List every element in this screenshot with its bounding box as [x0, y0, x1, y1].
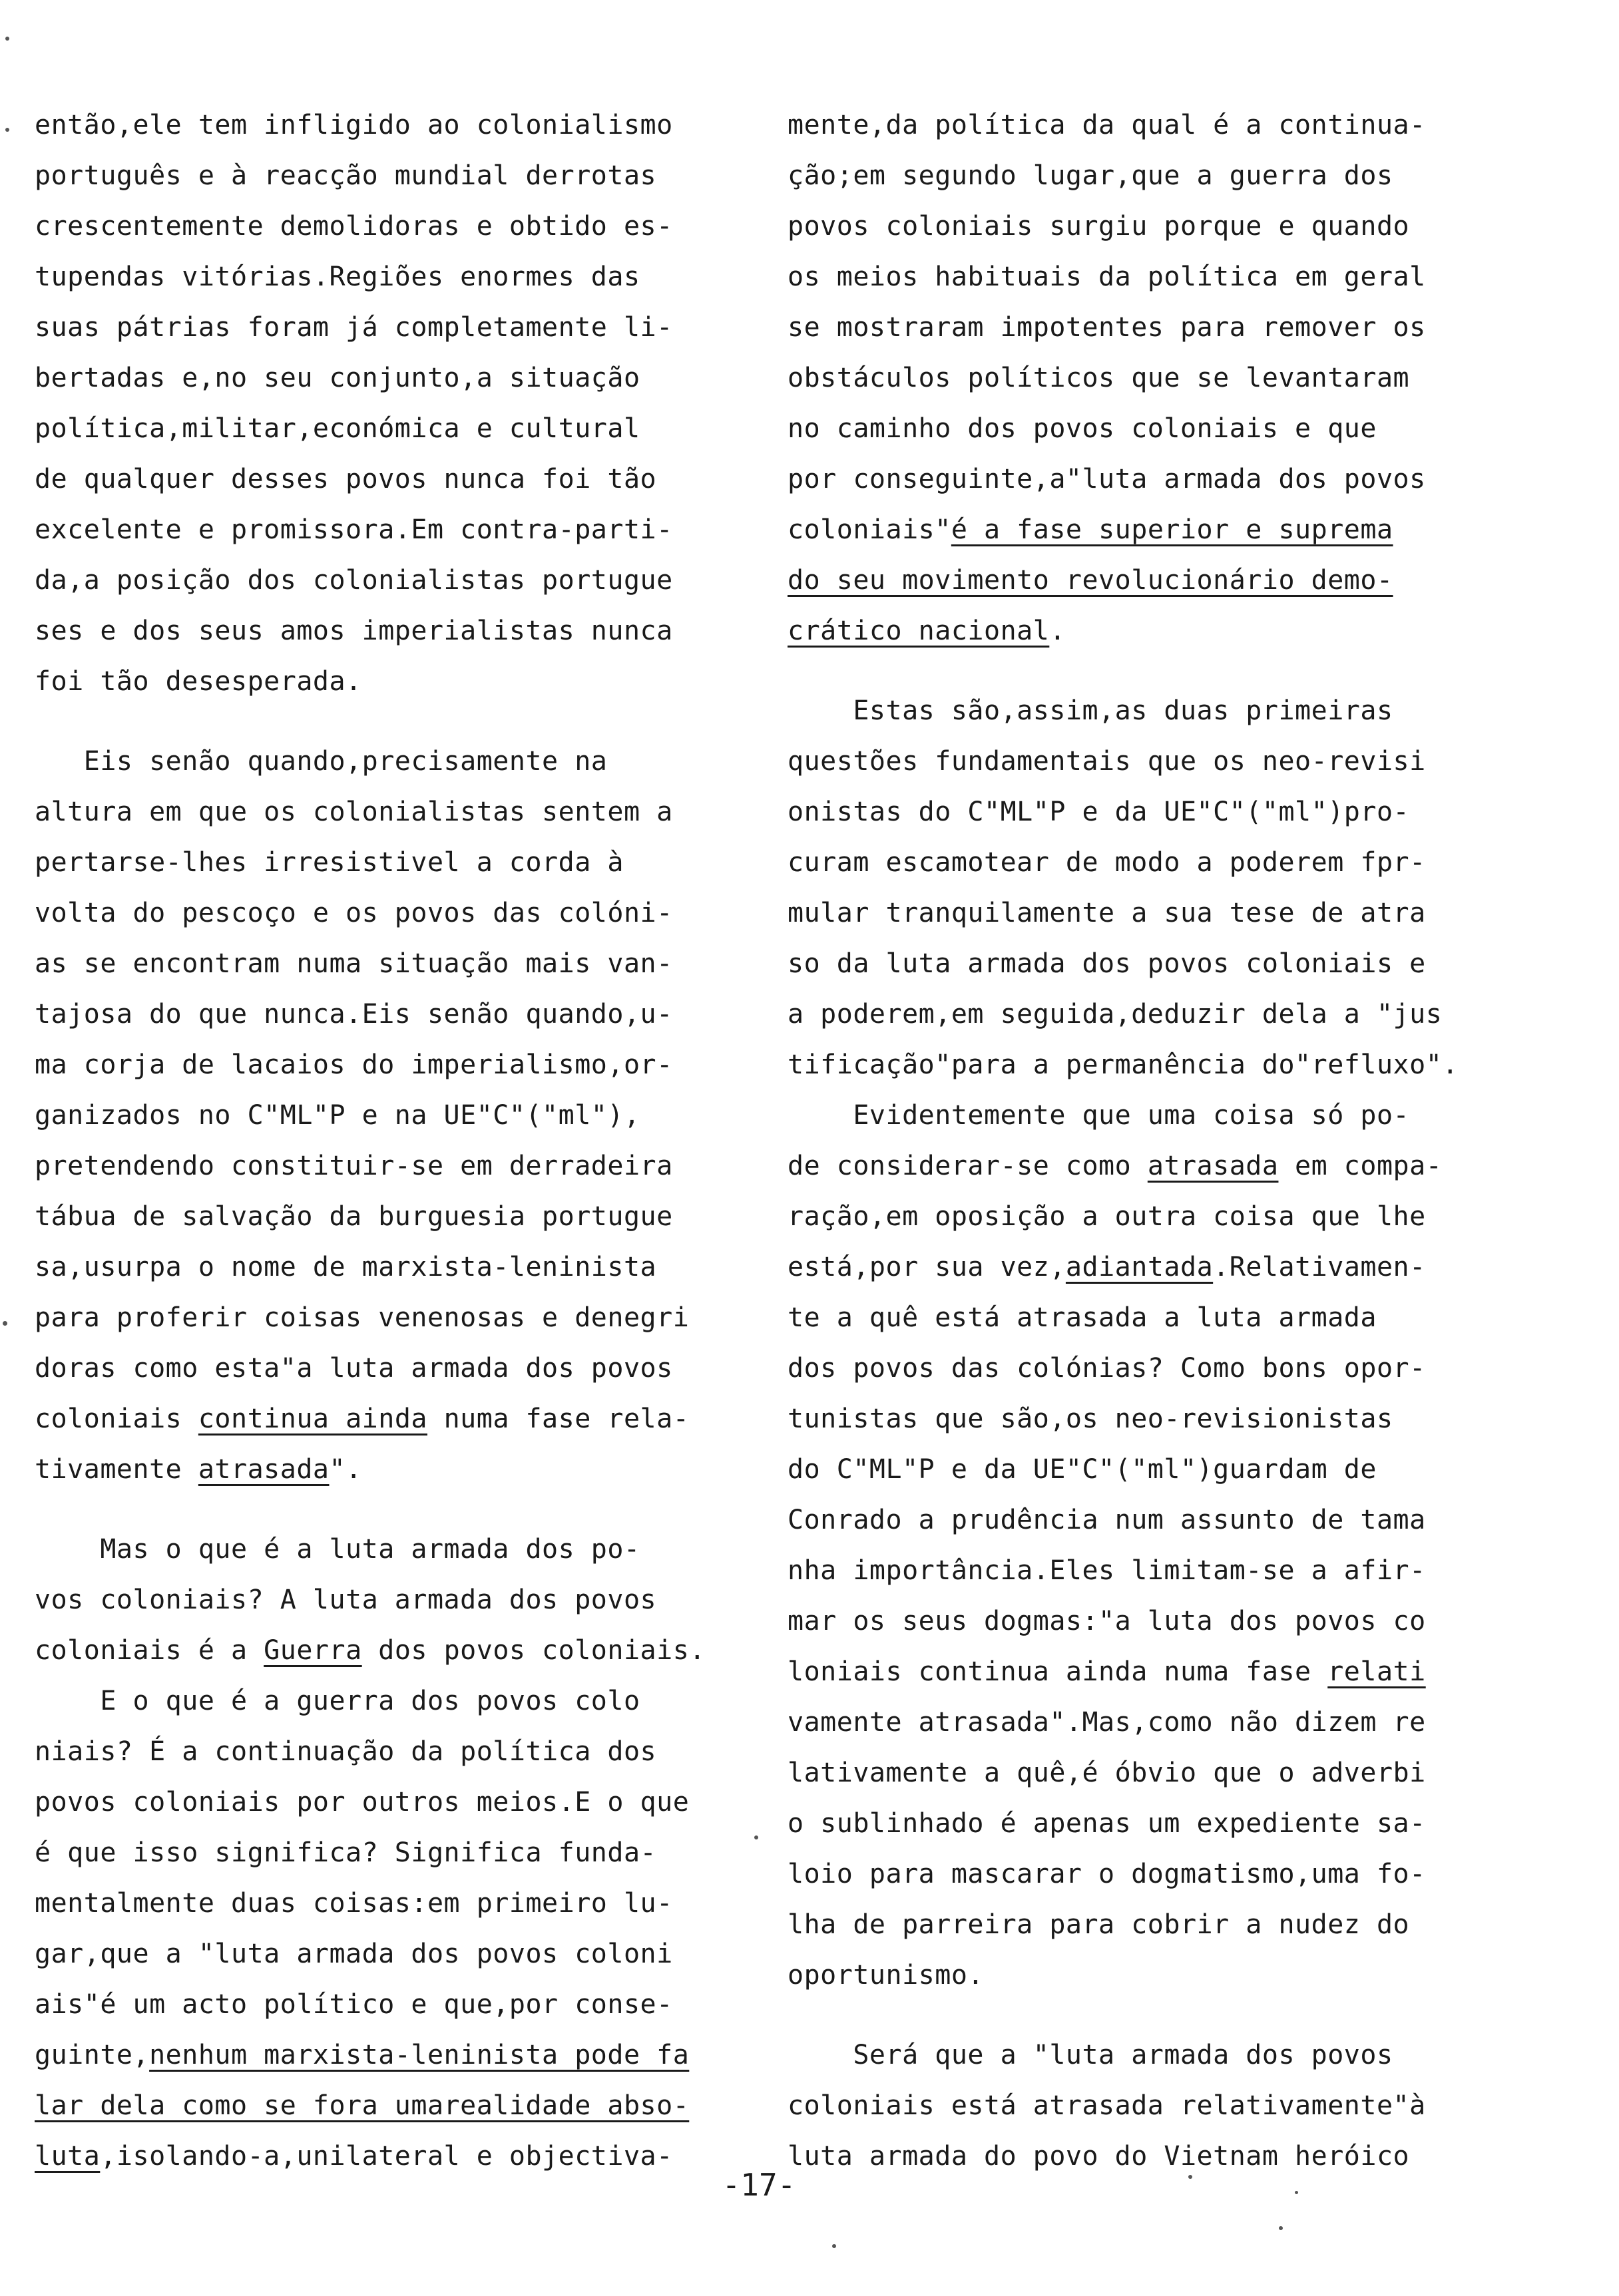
text-run: pretendendo constituir-se em derradeira	[35, 1151, 673, 1181]
text-run: política,militar,económica e cultural	[35, 413, 640, 444]
text-run: tificação"para a permanência do"refluxo".	[788, 1050, 1459, 1080]
text-run: Será que a "luta armada dos povos	[788, 2040, 1393, 2070]
text-line	[35, 1191, 734, 1242]
text-line	[788, 1292, 1487, 1343]
text-line	[35, 1444, 734, 1495]
text-line	[788, 252, 1487, 302]
text-line	[35, 252, 734, 302]
text-line	[35, 555, 734, 606]
text-run: pertarse-lhes irresistivel a corda à	[35, 847, 624, 878]
ink-speck	[1279, 2226, 1283, 2230]
text-run: de qualquer desses povos nunca foi tão	[35, 464, 657, 494]
text-line	[35, 353, 734, 403]
paragraph-gap	[788, 656, 1487, 685]
underlined-text: do seu movimento revolucionário demo-	[788, 565, 1393, 596]
underlined-text: relati	[1327, 1656, 1426, 1687]
text-run: tunistas que são,os neo-revisionistas	[788, 1404, 1393, 1434]
text-run: oportunismo.	[788, 1960, 984, 1991]
text-line	[35, 201, 734, 252]
paragraph	[788, 100, 1487, 656]
text-line	[35, 656, 734, 707]
text-run: de considerar-se como	[788, 1151, 1148, 1181]
ink-speck	[3, 1321, 7, 1326]
text-run: a poderem,em seguida,deduzir dela a "jus	[788, 999, 1443, 1030]
text-run: loio para mascarar o dogmatismo,uma fo-	[788, 1859, 1426, 1889]
text-line	[788, 1495, 1487, 1545]
ink-speck	[832, 2244, 836, 2248]
text-run: ganizados no C"ML"P e na UE"C"("ml"),	[35, 1100, 640, 1131]
text-run: então,ele tem infligido ao colonialismo	[35, 110, 673, 140]
text-line	[35, 150, 734, 201]
text-run: suas pátrias foram já completamente li-	[35, 312, 673, 343]
paragraph	[35, 736, 734, 1495]
paragraph-gap	[35, 1495, 734, 1524]
text-run: ais"é um acto político e que,por conse-	[35, 1989, 673, 2020]
underlined-text: luta	[35, 2141, 101, 2172]
text-line	[35, 1242, 734, 1292]
text-line	[788, 1394, 1487, 1444]
text-line	[35, 454, 734, 504]
text-run: curam escamotear de modo a poderem fpr-	[788, 847, 1426, 878]
text-line	[788, 2080, 1487, 2131]
text-line	[35, 1726, 734, 1777]
underlined-text: é a fase superior e suprema	[951, 514, 1393, 545]
left-column	[35, 100, 734, 2182]
text-line	[788, 1798, 1487, 1849]
text-run: volta do pescoço e os povos das colóni-	[35, 898, 673, 928]
text-line	[788, 888, 1487, 938]
text-line	[788, 504, 1487, 555]
text-run: está,por sua vez,	[788, 1252, 1066, 1282]
underlined-text: crático nacional	[788, 616, 1050, 646]
text-run: por conseguinte,a"luta armada dos povos	[788, 464, 1426, 494]
paragraph	[35, 100, 734, 707]
text-line	[35, 1878, 734, 1929]
underlined-text: continua ainda	[198, 1404, 427, 1434]
text-line	[788, 150, 1487, 201]
text-line	[788, 938, 1487, 989]
paragraph-gap	[788, 2001, 1487, 2030]
underlined-text: adiantada	[1065, 1252, 1214, 1282]
text-line	[35, 100, 734, 150]
text-run: lha de parreira para cobrir a nudez do	[788, 1909, 1410, 1940]
text-run: o sublinhado é apenas um expediente sa-	[788, 1808, 1426, 1839]
text-run: ração,em oposição a outra coisa que lhe	[788, 1201, 1426, 1232]
text-run: Estas são,assim,as duas primeiras	[788, 695, 1393, 726]
text-line	[35, 1676, 734, 1726]
text-line	[788, 1090, 1487, 1141]
text-line	[788, 302, 1487, 353]
text-line	[788, 454, 1487, 504]
text-run: Eis senão quando,precisamente na	[35, 746, 608, 777]
text-line	[35, 403, 734, 454]
text-line	[788, 1242, 1487, 1292]
text-run: coloniais está atrasada relativamente"à	[788, 2090, 1426, 2121]
text-line	[788, 1849, 1487, 1899]
text-run: povos coloniais surgiu porque e quando	[788, 211, 1410, 242]
text-run: mente,da política da qual é a continua-	[788, 110, 1426, 140]
text-line	[788, 2030, 1487, 2080]
text-line	[788, 353, 1487, 403]
ink-speck	[754, 1835, 758, 1839]
text-line	[788, 1444, 1487, 1495]
text-run: dos povos coloniais.	[361, 1635, 706, 1666]
text-line	[788, 1950, 1487, 2001]
text-line	[788, 1191, 1487, 1242]
text-run: mar os seus dogmas:"a luta dos povos co	[788, 1606, 1426, 1636]
page-number: -17-	[722, 2167, 796, 2203]
text-run: obstáculos políticos que se levantaram	[788, 363, 1410, 393]
text-run: para proferir coisas venenosas e denegri	[35, 1302, 690, 1333]
text-line	[788, 736, 1487, 787]
text-run: .	[1049, 616, 1066, 646]
text-line	[35, 2131, 734, 2182]
text-run: foi tão desesperada.	[35, 666, 362, 697]
text-line	[35, 989, 734, 1040]
text-line	[788, 685, 1487, 736]
text-run: ".	[329, 1454, 362, 1485]
text-line	[788, 1040, 1487, 1090]
text-line	[788, 1697, 1487, 1748]
text-run: coloniais	[35, 1404, 198, 1434]
text-line	[788, 201, 1487, 252]
text-run: coloniais"	[788, 514, 951, 545]
ink-speck	[5, 128, 9, 132]
text-line	[788, 606, 1487, 656]
text-line	[35, 1575, 734, 1625]
text-run: bertadas e,no seu conjunto,a situação	[35, 363, 640, 393]
text-run: mular tranquilamente a sua tese de atra	[788, 898, 1426, 928]
underlined-text: nenhum marxista-leninista pode fa	[149, 2040, 690, 2070]
text-run: ção;em segundo lugar,que a guerra dos	[788, 160, 1393, 191]
text-line	[788, 837, 1487, 888]
text-run: tábua de salvação da burguesia portugue	[35, 1201, 673, 1232]
text-run: Conrado a prudência num assunto de tama	[788, 1505, 1426, 1535]
underlined-text: lar dela como se fora umarealidade abso-	[35, 2090, 690, 2121]
text-run: excelente e promissora.Em contra-parti-	[35, 514, 673, 545]
text-run: te a quê está atrasada a luta armada	[788, 1302, 1377, 1333]
text-run: altura em que os colonialistas sentem a	[35, 797, 673, 827]
text-run: onistas do C"ML"P e da UE"C"("ml")pro-	[788, 797, 1410, 827]
text-line	[788, 1596, 1487, 1646]
text-run: ,isolando-a,unilateral e objectiva-	[100, 2141, 673, 2172]
ink-speck	[1295, 2191, 1298, 2194]
text-line	[35, 1827, 734, 1878]
text-line	[35, 888, 734, 938]
text-line	[35, 1292, 734, 1343]
text-line	[788, 787, 1487, 837]
paragraph	[788, 2030, 1487, 2182]
paragraph	[788, 685, 1487, 2001]
text-line	[35, 1343, 734, 1394]
text-run: tivamente	[35, 1454, 198, 1485]
text-run: os meios habituais da política em geral	[788, 262, 1426, 292]
text-run: em compa-	[1278, 1151, 1443, 1181]
text-run: do C"ML"P e da UE"C"("ml")guardam de	[788, 1454, 1377, 1485]
text-line	[788, 403, 1487, 454]
text-run: numa fase rela-	[427, 1404, 690, 1434]
text-run: niais? É a continuação da política dos	[35, 1736, 657, 1767]
text-run: sa,usurpa o nome de marxista-leninista	[35, 1252, 657, 1282]
text-run: E o que é a guerra dos povos colo	[35, 1686, 640, 1716]
paragraph-gap	[35, 707, 734, 736]
text-line	[35, 1394, 734, 1444]
text-run: doras como esta"a luta armada dos povos	[35, 1353, 673, 1384]
text-run: as se encontram numa situação mais van-	[35, 948, 673, 979]
text-line	[35, 1625, 734, 1676]
text-line	[35, 2030, 734, 2080]
text-run: mentalmente duas coisas:em primeiro lu-	[35, 1888, 673, 1919]
text-line	[788, 1748, 1487, 1798]
text-run: loniais continua ainda numa fase	[788, 1656, 1328, 1687]
ink-speck	[5, 37, 9, 41]
text-run: dos povos das colónias? Como bons opor-	[788, 1353, 1426, 1384]
text-run: .Relativamen-	[1213, 1252, 1426, 1282]
text-run: nha importância.Eles limitam-se a afir-	[788, 1555, 1426, 1586]
text-run: coloniais é a	[35, 1635, 264, 1666]
text-run: luta armada do povo do Vietnam heróico	[788, 2141, 1410, 2172]
text-line	[35, 1090, 734, 1141]
text-run: gar,que a "luta armada dos povos coloni	[35, 1939, 673, 1969]
underlined-text: Guerra	[264, 1635, 362, 1666]
text-line	[788, 1343, 1487, 1394]
text-line	[35, 1040, 734, 1090]
text-run: português e à reacção mundial derrotas	[35, 160, 657, 191]
text-line	[788, 100, 1487, 150]
text-run: se mostraram impotentes para remover os	[788, 312, 1426, 343]
text-run: lativamente a quê,é óbvio que o adverbi	[788, 1758, 1426, 1788]
text-run: guinte,	[35, 2040, 150, 2070]
text-line	[788, 1545, 1487, 1596]
ink-speck	[1188, 2175, 1192, 2179]
text-run: tupendas vitórias.Regiões enormes das	[35, 262, 640, 292]
text-line	[788, 1899, 1487, 1950]
text-run: vamente atrasada".Mas,como não dizem re	[788, 1707, 1426, 1738]
right-column	[788, 100, 1487, 2182]
text-run: Evidentemente que uma coisa só po-	[788, 1100, 1410, 1131]
text-line	[35, 1979, 734, 2030]
text-line	[35, 2080, 734, 2131]
text-line	[35, 938, 734, 989]
text-run: vos coloniais? A luta armada dos povos	[35, 1585, 657, 1615]
text-run: no caminho dos povos coloniais e que	[788, 413, 1377, 444]
text-line	[788, 1646, 1487, 1697]
text-run: tajosa do que nunca.Eis senão quando,u-	[35, 999, 673, 1030]
text-line	[35, 1141, 734, 1191]
text-run: é que isso significa? Significa funda-	[35, 1837, 657, 1868]
text-line	[35, 787, 734, 837]
underlined-text: atrasada	[198, 1454, 330, 1485]
underlined-text: atrasada	[1147, 1151, 1279, 1181]
text-run: crescentemente demolidoras e obtido es-	[35, 211, 673, 242]
text-line	[35, 1777, 734, 1827]
text-run: questões fundamentais que os neo-revisi	[788, 746, 1426, 777]
paragraph	[35, 1524, 734, 2182]
text-run: Mas o que é a luta armada dos po-	[35, 1534, 640, 1565]
text-line	[35, 1929, 734, 1979]
text-line	[35, 606, 734, 656]
text-run: da,a posição dos colonialistas portugue	[35, 565, 673, 596]
text-line	[788, 555, 1487, 606]
text-run: so da luta armada dos povos coloniais e	[788, 948, 1426, 979]
text-line	[788, 989, 1487, 1040]
text-run: ma corja de lacaios do imperialismo,or-	[35, 1050, 673, 1080]
text-run: ses e dos seus amos imperialistas nunca	[35, 616, 673, 646]
text-line	[35, 302, 734, 353]
text-run: povos coloniais por outros meios.E o que	[35, 1787, 690, 1818]
text-line	[788, 1141, 1487, 1191]
text-line	[788, 2131, 1487, 2182]
text-line	[35, 837, 734, 888]
text-line	[35, 1524, 734, 1575]
text-line	[35, 504, 734, 555]
text-line	[35, 736, 734, 787]
